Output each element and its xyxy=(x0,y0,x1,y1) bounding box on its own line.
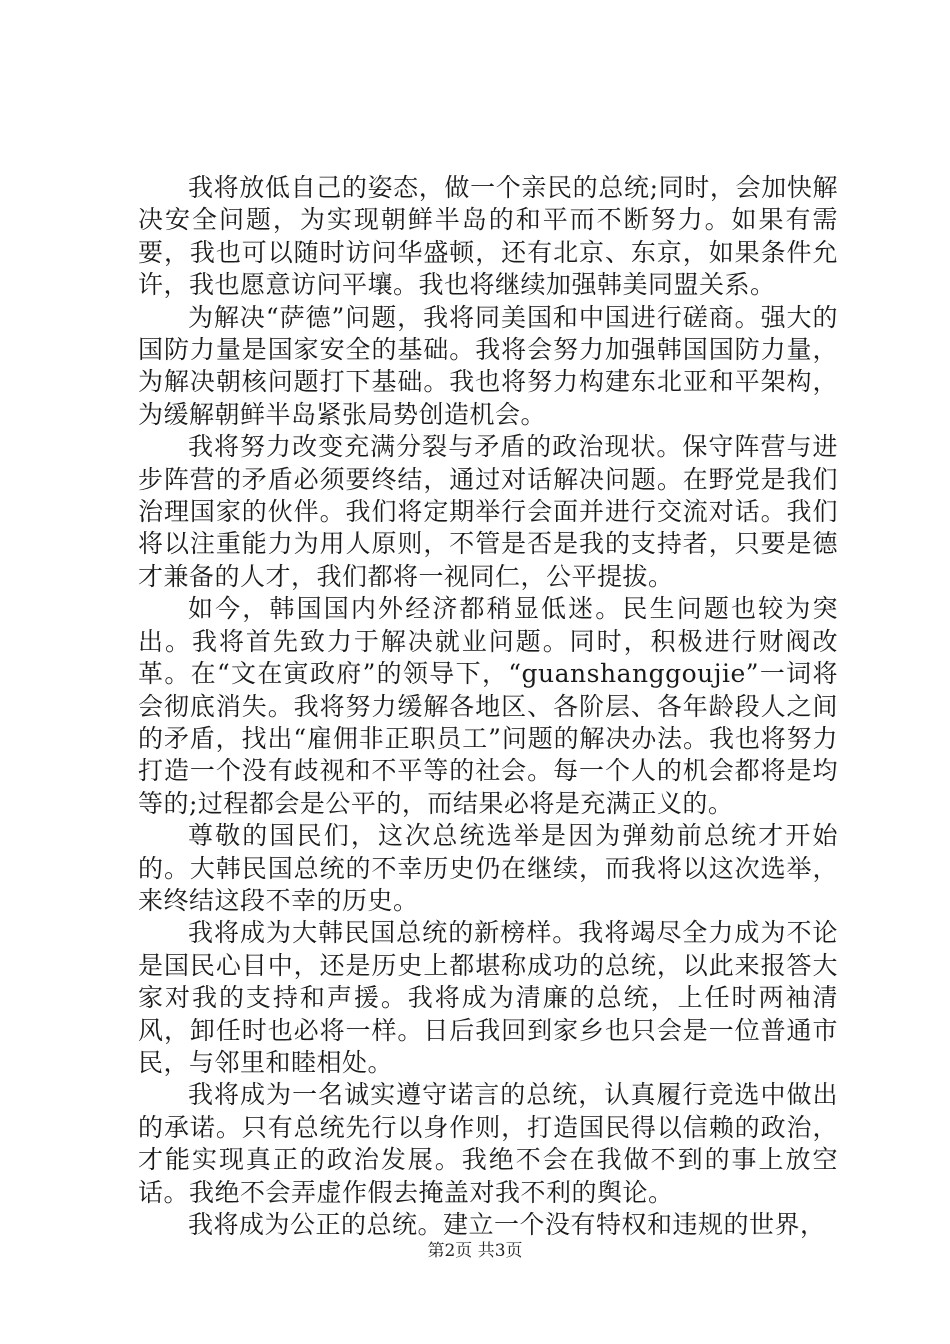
paragraph-5: 尊敬的国民们，这次总统选举是因为弹劾前总统才开始的。大韩民国总统的不幸历史仍在继续，而我将以这次选举，来终结这段不幸的历史。 xyxy=(138,821,838,915)
paragraph-8: 我将成为公正的总统。建立一个没有特权和违规的世界， xyxy=(188,1210,826,1239)
paragraph-1: 我将放低自己的姿态，做一个亲民的总统;同时，会加快解决安全问题，为实现朝鲜半岛的和平而不断努力。如果有需要，我也可以随时访问华盛顿，还有北京、东京，如果条件允许，我也愿意访问平壤。我也将继续加强韩美同盟关系。 xyxy=(138,173,838,300)
paragraph-2: 为解决“萨德”问题，我将同美国和中国进行磋商。强大的国防力量是国家安全的基础。我将会努力加强韩国国防力量，为解决朝核问题打下基础。我也将努力构建东北亚和平架构，为缓解朝鲜半岛紧张局势创造机会。 xyxy=(138,302,838,429)
paragraph-6: 我将成为大韩民国总统的新榜样。我将竭尽全力成为不论是国民心目中，还是历史上都堪称成功的总统，以此来报答大家对我的支持和声援。我将成为清廉的总统，上任时两袖清风，卸任时也必将一样。日后我回到家乡也只会是一位普通市民，与邻里和睦相处。 xyxy=(138,918,838,1077)
paragraph-4: 如今，韩国国内外经济都稍显低迷。民生问题也较为突出。我将首先致力于解决就业问题。同时，积极进行财阀改革。在“文在寅政府”的领导下，“guanshanggoujie”一词将会彻底消失。我将努力缓解各地区、各阶层、各年龄段人之间的矛盾，找出“雇佣非正职员工”问题的解决办法。我也将努力打造一个没有歧视和不平等的社会。每一个人的机会都将是均等的;过程都会是公平的，而结果必将是充满正义的。 xyxy=(138,594,838,818)
document-body xyxy=(138,172,838,1241)
page-number-footer: 第2页 共3页 xyxy=(427,1241,523,1261)
paragraph-7: 我将成为一名诚实遵守诺言的总统，认真履行竞选中做出的承诺。只有总统先行以身作则，打造国民得以信赖的政治，才能实现真正的政治发展。我绝不会在我做不到的事上放空话。我绝不会弄虚作假去掩盖对我不利的舆论。 xyxy=(138,1080,838,1207)
paragraph-3: 我将努力改变充满分裂与矛盾的政治现状。保守阵营与进步阵营的矛盾必须要终结，通过对话解决问题。在野党是我们治理国家的伙伴。我们将定期举行会面并进行交流对话。我们将以注重能力为用人原则，不管是否是我的支持者，只要是德才兼备的人才，我们都将一视同仁，公平提拔。 xyxy=(138,432,838,591)
